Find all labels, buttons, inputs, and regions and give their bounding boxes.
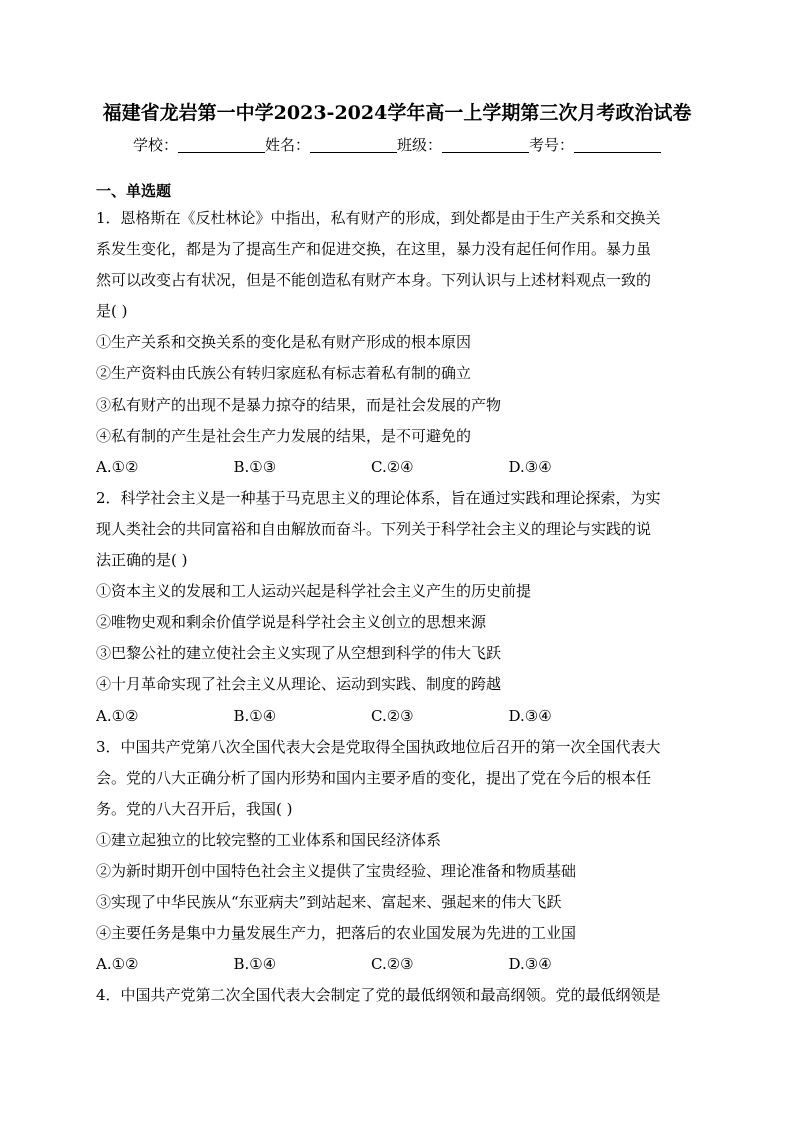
name-field — [265, 133, 397, 157]
name-label: 姓名： — [264, 136, 310, 154]
option-b[interactable]: B.①③ — [233, 457, 277, 476]
question-4 — [96, 980, 710, 1011]
name-blank[interactable] — [310, 136, 397, 153]
question-stem-line: 务。党的八大召开后，我国( ) — [96, 799, 293, 818]
option-d[interactable]: D.③④ — [508, 955, 552, 974]
statement-item: ①资本主义的发展和工人运动兴起是科学社会主义产生的历史前提 — [96, 582, 532, 601]
statement-item: ④私有制的产生是社会生产力发展的结果，是不可避免的 — [96, 426, 472, 445]
class-label: 班级： — [397, 136, 443, 154]
school-blank[interactable] — [178, 136, 265, 153]
class-field — [397, 133, 529, 157]
section-title: 一、单选题 — [96, 182, 172, 200]
option-b[interactable]: B.①④ — [233, 706, 277, 725]
exam-no-field — [529, 133, 661, 157]
option-c[interactable]: C.②③ — [371, 706, 414, 725]
answer-options — [96, 949, 710, 980]
student-info-line — [0, 133, 794, 157]
questions-content — [96, 203, 710, 1011]
question-stem-line: 是( ) — [96, 302, 128, 321]
statement-item: ③私有财产的出现不是暴力掠夺的结果，而是社会发展的产物 — [96, 395, 502, 414]
question-stem-line: 会。党的八大正确分析了国内形势和国内主要矛盾的变化，提出了党在今后的根本任 — [96, 768, 652, 787]
statement-item: ②为新时期开创中国特色社会主义提供了宝贵经验、理论准备和物质基础 — [96, 861, 577, 880]
question-stem-line: 3．中国共产党第八次全国代表大会是党取得全国执政地位后召开的第一次全国代表大 — [96, 737, 661, 756]
question-stem-line: 1．恩格斯在《反杜林论》中指出，私有财产的形成，到处都是由于生产关系和交换关 — [96, 209, 661, 227]
question-stem-line: 然可以改变占有状况，但是不能创造私有财产本身。下列认识与上述材料观点一致的 — [96, 271, 652, 290]
question-stem-line: 法正确的是( ) — [96, 551, 188, 570]
option-a[interactable]: A.①② — [96, 706, 139, 725]
question-3 — [96, 732, 710, 981]
statement-item: ①生产关系和交换关系的变化是私有财产形成的根本原因 — [96, 333, 472, 352]
exam-no-label: 考号： — [529, 136, 575, 154]
statement-item: ④十月革命实现了社会主义从理论、运动到实践、制度的跨越 — [96, 675, 502, 694]
answer-options — [96, 452, 710, 483]
statement-item: ①建立起独立的比较完整的工业体系和国民经济体系 — [96, 830, 442, 849]
school-field — [133, 133, 265, 157]
option-d[interactable]: D.③④ — [508, 706, 552, 725]
school-label: 学校： — [132, 136, 178, 154]
statement-item: ②生产资料由氏族公有转归家庭私有标志着私有制的确立 — [96, 364, 472, 383]
option-c[interactable]: C.②④ — [371, 457, 414, 476]
option-a[interactable]: A.①② — [96, 955, 139, 974]
question-stem-line: 系发生变化，都是为了提高生产和促进交换，在这里，暴力没有起任何作用。暴力虽 — [96, 240, 652, 259]
statement-item: ④主要任务是集中力量发展生产力，把落后的农业国发展为先进的工业国 — [96, 924, 577, 943]
exam-title: 福建省龙岩第一中学2023-2024学年高一上学期第三次月考政治试卷 — [102, 102, 692, 124]
statement-item: ③实现了中华民族从“东亚病夫”到站起来、富起来、强起来的伟大飞跃 — [96, 893, 562, 912]
question-stem-line: 2．科学社会主义是一种基于马克思主义的理论体系，旨在通过实践和理论探索，为实 — [96, 488, 661, 507]
question-2 — [96, 483, 710, 732]
statement-item: ②唯物史观和剩余价值学说是科学社会主义创立的思想来源 — [96, 613, 487, 632]
statement-item: ③巴黎公社的建立使社会主义实现了从空想到科学的伟大飞跃 — [96, 644, 502, 663]
class-blank[interactable] — [442, 136, 529, 153]
option-a[interactable]: A.①② — [96, 457, 139, 476]
option-b[interactable]: B.①④ — [233, 955, 277, 974]
exam-no-blank[interactable] — [574, 136, 661, 153]
question-stem-line: 4．中国共产党第二次全国代表大会制定了党的最低纲领和最高纲领。党的最低纲领是 — [96, 986, 661, 1005]
answer-options — [96, 701, 710, 732]
option-d[interactable]: D.③④ — [508, 457, 552, 476]
question-1 — [96, 203, 710, 483]
option-c[interactable]: C.②③ — [371, 955, 414, 974]
question-stem-line: 现人类社会的共同富裕和自由解放而奋斗。下列关于科学社会主义的理论与实践的说 — [96, 519, 652, 538]
